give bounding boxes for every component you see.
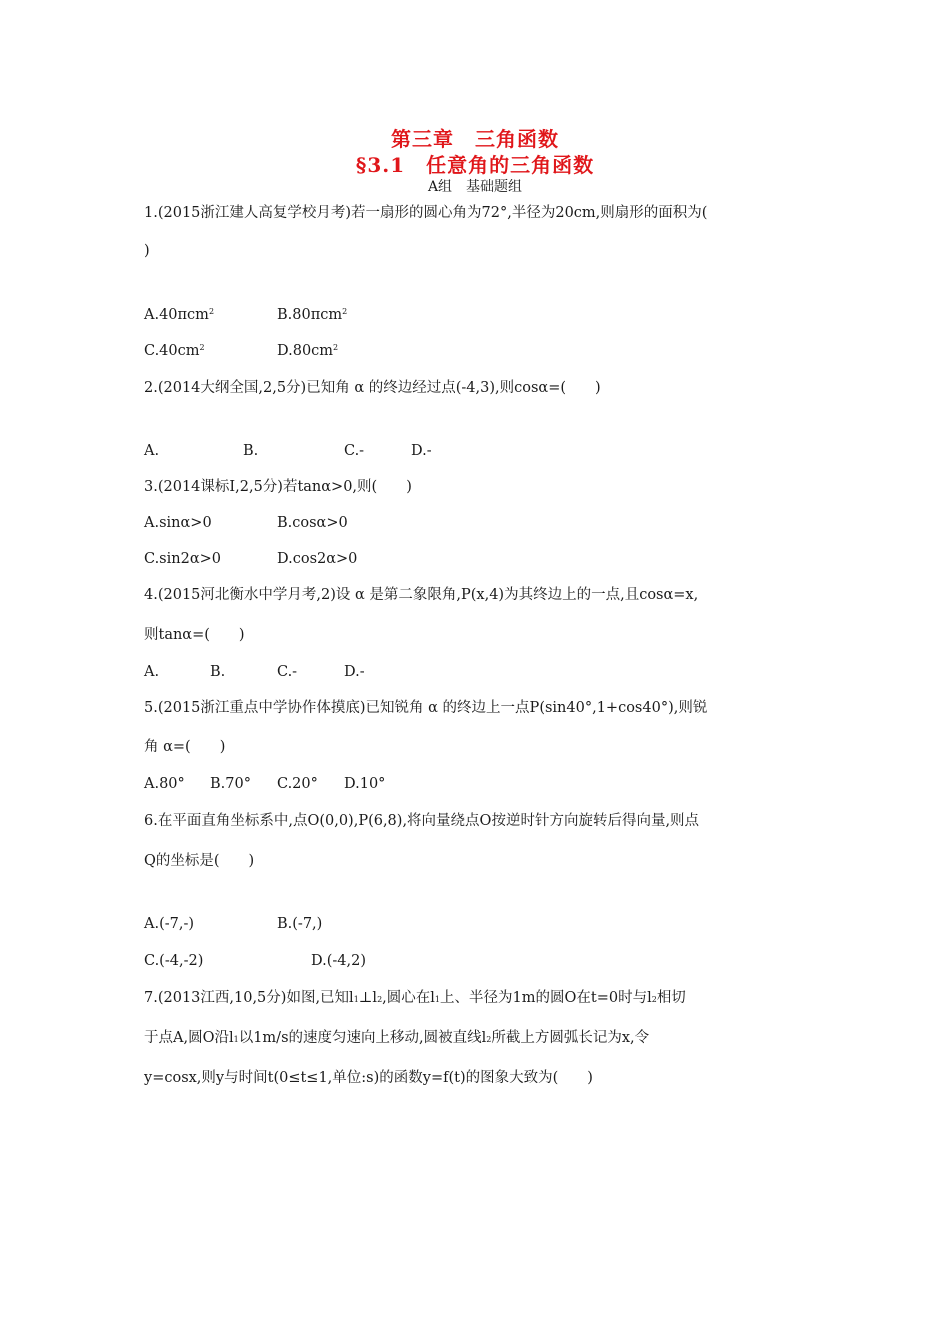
q1-option-c-text: C.40cm bbox=[144, 343, 200, 359]
q7-stem-line2 bbox=[144, 1028, 649, 1048]
q4-option-a: A. bbox=[144, 664, 160, 680]
q4-option-b: B. bbox=[210, 664, 226, 680]
q6-option-a: A.(-7,-) bbox=[144, 916, 195, 932]
q6-option-c: C.(-4,-2) bbox=[144, 953, 204, 969]
q6-stem-line2: Q的坐标是( ) bbox=[144, 853, 255, 869]
q7-stem-line1 bbox=[144, 988, 686, 1008]
q6-option-d: D.(-4,2) bbox=[311, 953, 366, 969]
q7-subscript: 1 bbox=[233, 1035, 239, 1044]
q3-option-d: D.cos2α>0 bbox=[277, 551, 358, 567]
q7-text: 相切 bbox=[656, 990, 686, 1006]
q1-option-b-text: B.80πcm bbox=[277, 307, 343, 323]
q3-option-c: C.sin2α>0 bbox=[144, 551, 221, 567]
q1-option-a bbox=[144, 305, 214, 325]
q1-stem-line2: ) bbox=[144, 243, 150, 259]
q7-text: ⊥l bbox=[358, 990, 378, 1006]
q1-option-d-exp: 2 bbox=[333, 343, 339, 352]
q5-option-c: C.20° bbox=[277, 776, 318, 792]
q5-stem-line2: 角 α=( ) bbox=[144, 739, 226, 755]
q4-stem-line1: 4.(2015河北衡水中学月考,2)设 α 是第二象限角,P(x,4)为其终边上的一点,且cosα=x, bbox=[144, 587, 699, 603]
q1-option-c-exp: 2 bbox=[199, 343, 205, 352]
q4-stem-line2: 则tanα=( ) bbox=[144, 627, 245, 643]
q3-option-b: B.cosα>0 bbox=[277, 515, 348, 531]
q7-text: 7.(2013江西,10,5分)如图,已知l bbox=[144, 990, 354, 1006]
q2-option-a: A. bbox=[144, 443, 160, 459]
q7-text: 以1m/s的速度匀速向上移动,圆被直线l bbox=[238, 1030, 487, 1046]
q5-option-a: A.80° bbox=[144, 776, 185, 792]
q7-text: 上、半径为1m的圆O在t=0时与l bbox=[440, 990, 652, 1006]
group-label: A组 基础题组 bbox=[427, 179, 523, 195]
q1-option-c bbox=[144, 341, 205, 361]
q4-option-d: D.- bbox=[344, 664, 365, 680]
chapter-title: 第三章 三角函数 bbox=[391, 127, 559, 151]
q4-option-c: C.- bbox=[277, 664, 298, 680]
q6-stem-line1: 6.在平面直角坐标系中,点O(0,0),P(6,8),将向量绕点O按逆时针方向旋转后得向量,则点 bbox=[144, 813, 700, 829]
q7-text: 于点A,圆O沿l bbox=[144, 1030, 234, 1046]
q5-option-d: D.10° bbox=[344, 776, 386, 792]
q1-option-b-exp: 2 bbox=[342, 307, 348, 316]
q1-option-b bbox=[277, 305, 347, 325]
section-title: §3.1 任意角的三角函数 bbox=[355, 153, 595, 177]
q7-subscript: 1 bbox=[353, 995, 359, 1004]
q7-subscript: 1 bbox=[434, 995, 441, 1004]
q2-option-b: B. bbox=[243, 443, 259, 459]
q1-option-a-text: A.40πcm bbox=[144, 307, 209, 323]
q6-option-b: B.(-7,) bbox=[277, 916, 323, 932]
q2-option-d: D.- bbox=[411, 443, 432, 459]
q7-subscript: 2 bbox=[651, 995, 657, 1004]
q5-stem-line1: 5.(2015浙江重点中学协作体摸底)已知锐角 α 的终边上一点P(sin40°,1+cos40°),则锐 bbox=[144, 700, 708, 716]
q1-stem-line1: 1.(2015浙江建人高复学校月考)若一扇形的圆心角为72°,半径为20cm,则扇形的面积为( bbox=[144, 205, 708, 221]
q7-subscript: 2 bbox=[486, 1035, 492, 1044]
q5-option-b: B.70° bbox=[210, 776, 251, 792]
q1-option-d bbox=[277, 341, 338, 361]
q1-option-a-exp: 2 bbox=[208, 307, 215, 316]
q3-option-a: A.sinα>0 bbox=[144, 515, 212, 531]
q7-subscript: 2 bbox=[377, 995, 383, 1004]
q7-stem-line3: y=cosx,则y与时间t(0≤t≤1,单位:s)的函数y=f(t)的图象大致为( ) bbox=[144, 1070, 593, 1086]
q1-option-d-text: D.80cm bbox=[277, 343, 334, 359]
q3-stem: 3.(2014课标Ⅰ,2,5分)若tanα>0,则( ) bbox=[144, 479, 412, 495]
q2-stem: 2.(2014大纲全国,2,5分)已知角 α 的终边经过点(-4,3),则cosα=( ) bbox=[144, 380, 601, 396]
q2-option-c: C.- bbox=[344, 443, 365, 459]
q7-text: 所截上方圆弧长记为x,令 bbox=[491, 1030, 650, 1046]
q7-text: ,圆心在l bbox=[382, 990, 435, 1006]
